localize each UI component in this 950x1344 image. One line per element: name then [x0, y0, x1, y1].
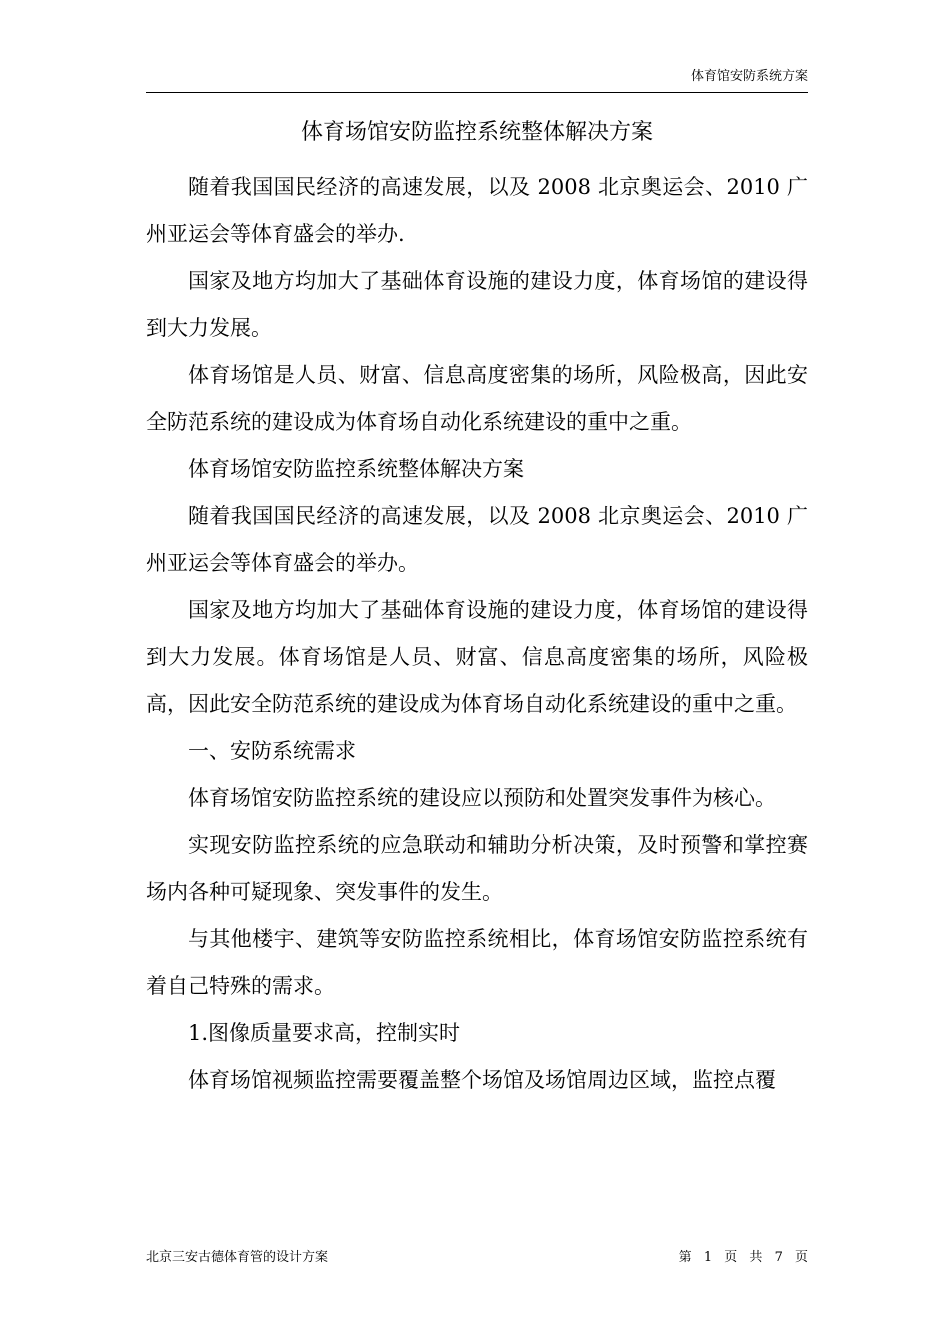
running-title: 体育馆安防系统方案: [690, 69, 808, 84]
paragraph: 国家及地方均加大了基础体育设施的建设力度，体育场馆的建设得到大力发展。: [146, 269, 808, 340]
paragraph: 随着我国国民经济的高速发展，以及 2008 北京奥运会、2010 广州亚运会等体育盛会的举办。: [146, 504, 808, 575]
page-number: 1: [703, 1250, 713, 1265]
section-heading: 体育场馆安防监控系统整体解决方案: [188, 457, 524, 481]
paragraph: 实现安防监控系统的应急联动和辅助分析决策，及时预警和掌控赛场内各种可疑现象、突发事件的发生。: [146, 833, 808, 904]
paragraph: 体育场馆安防监控系统的建设应以预防和处置突发事件为核心。: [188, 786, 776, 810]
paragraph: 与其他楼宇、建筑等安防监控系统相比，体育场馆安防监控系统有着自己特殊的需求。: [146, 927, 808, 998]
page-prefix: 第: [678, 1250, 692, 1265]
paragraph: 体育场馆是人员、财富、信息高度密集的场所，风险极高，因此安全防范系统的建设成为体育场自动化系统建设的重中之重。: [146, 363, 808, 434]
page-indicator: [679, 1246, 808, 1270]
section-heading: 一、安防系统需求: [188, 739, 356, 763]
paragraph: 随着我国国民经济的高速发展，以及 2008 北京奥运会、2010 广州亚运会等体育盛会的举办.: [146, 175, 808, 246]
subsection-heading: 1.图像质量要求高，控制实时: [188, 1021, 461, 1045]
document-body: [146, 164, 808, 1104]
page-footer: [146, 1246, 808, 1270]
paragraph: 国家及地方均加大了基础体育设施的建设力度，体育场馆的建设得到大力发展。体育场馆是人员、财富、信息高度密集的场所，风险极高，因此安全防范系统的建设成为体育场自动化系统建设的重中之重。: [146, 598, 808, 716]
paragraph: 体育场馆视频监控需要覆盖整个场馆及场馆周边区域，监控点覆: [188, 1068, 776, 1092]
total-word: 页: [794, 1250, 808, 1265]
document-title: 体育场馆安防监控系统整体解决方案: [300, 120, 653, 145]
page-header: [146, 66, 808, 93]
footer-document-name: 北京三安古德体育管的设计方案: [146, 1250, 329, 1265]
total-pages: 7: [774, 1250, 783, 1265]
total-prefix: 共: [749, 1250, 763, 1265]
page-word: 页: [724, 1250, 738, 1265]
